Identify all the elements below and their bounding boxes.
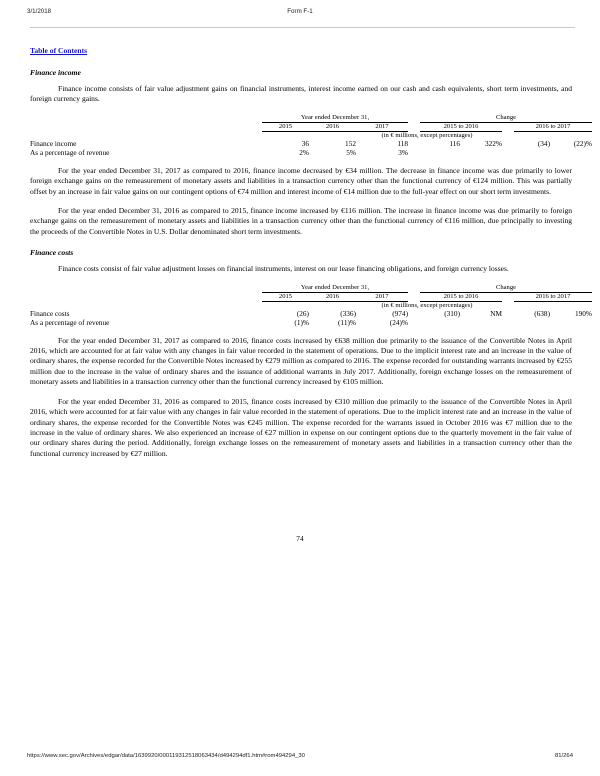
row-label: Finance costs xyxy=(30,308,70,318)
spacer-cell xyxy=(30,132,262,139)
column-header-2015: 2015 xyxy=(262,293,309,302)
cell-2017: 3% xyxy=(398,147,409,157)
cell-change-2016-2017-amount: (638) xyxy=(534,308,551,318)
cell-change-2015-2016-amount xyxy=(420,148,460,157)
spacer-cell xyxy=(408,309,420,318)
cell-change-2015-2016-amount: 116 xyxy=(449,138,461,148)
cell-change-2016-2017-percent: 190% xyxy=(574,308,593,318)
spacer-cell xyxy=(408,139,420,148)
table-row xyxy=(30,139,592,148)
column-header-2017: 2017 xyxy=(356,123,408,132)
units-note: (in € millions, except percentages) xyxy=(381,301,473,309)
cell-change-2016-2017-percent: (22)% xyxy=(573,138,593,148)
analysis-paragraph-2016: For the year ended December 31, 2016 as compared to 2015, finance income increased by €116 million. The increase in finance income was due primarily to foreign exchange gains on the remeasurement of monetary assets and liabilities in a transaction currency other than the functional currency of €116 million, due principally to investing the proceeds of the Convertible Notes in U.S. Dollar denominated short term investments. xyxy=(30,206,572,236)
spacer-cell xyxy=(30,293,262,302)
table-units-row xyxy=(30,132,592,139)
cell-change-2015-2016-amount xyxy=(420,318,460,327)
table-subheader-row xyxy=(30,293,592,302)
column-header-2015-to-2016: 2015 to 2016 xyxy=(420,293,502,302)
analysis-paragraph-2016: For the year ended December 31, 2016 as compared to 2015, finance costs increased by €310 million due primarily to the issuance of the Convertible Notes in April 2016, which were accounted for at fair value with any changes in fair value recorded in the statement of operations. Due to the implicit interest rate and an increase in the value of ordinary shares, the expense recorded for the Convertible Notes was €245 million. The expense recorded for the warrants issued in October 2016 was €7 million due to the increase in the value of ordinary shares. We also experienced an increase of €27 million in expense on our contingent options due to the quarterly movement in the fair value of our ordinary shares during the period. Additionally, foreign exchange losses on the remeasurement of monetary assets and liabilities in a transaction currency other than the functional currency increased by €27 million. xyxy=(30,396,572,458)
cell-change-2015-2016-percent xyxy=(460,318,502,327)
spacer-cell xyxy=(408,123,420,132)
units-note: (in € millions, except percentages) xyxy=(381,131,473,139)
cell-change-2015-2016-percent xyxy=(460,148,502,157)
analysis-paragraph-2017: For the year ended December 31, 2017 as compared to 2016, finance costs increased by €638 million due primarily to the issuance of the Convertible Notes in April 2016, which are accounted for at fair value with any changes in fair value recorded in the statement of operations. Due to the implicit interest rate and an increase in the value of ordinary shares, the expense recorded for the Convertible Notes increased by €279 million as compared to 2016. The expense recorded for outstanding warrants increased by €255 million due to the increase in the value of ordinary shares and the issuance of additional warrants in July 2017. Additionally, foreign exchange losses on the remeasurement of monetary assets and liabilities in a transaction currency other than the functional currency increased by €105 million. xyxy=(30,335,572,387)
table-group-header-row xyxy=(30,284,592,293)
cell-2015: 36 xyxy=(301,138,309,148)
source-url: https://www.sec.gov/Archives/edgar/data/1639920/000119312518063434/d494294df1.htm#rom494294_30 xyxy=(27,753,305,759)
table-row xyxy=(30,318,592,327)
section-finance-income xyxy=(30,68,593,237)
print-footer xyxy=(0,753,600,765)
column-header-2016: 2016 xyxy=(309,293,356,302)
cell-change-2015-2016-amount: (310) xyxy=(444,308,461,318)
analysis-paragraph-2017: For the year ended December 31, 2017 as compared to 2016, finance income decreased by €34 million. The decrease in finance income was due primarily to lower foreign exchange gains on the remeasurement of monetary assets and liabilities in a transaction currency other than the functional currency of €124 million. This was partially offset by an increase in fair value gains on our contingent options of €74 million and interest income of €14 million due to the full-year effect on our short term investments. xyxy=(30,165,572,196)
spacer-cell xyxy=(30,284,262,293)
page-number: 74 xyxy=(296,534,304,543)
cell-change-2016-2017-amount xyxy=(514,318,550,327)
row-label: As a percentage of revenue xyxy=(30,317,110,327)
column-header-2017: 2017 xyxy=(356,293,408,302)
print-document-title: Form F-1 xyxy=(287,8,313,15)
section-intro-paragraph: Finance costs consist of fair value adjustment losses on financial instruments, interest on our lease financing obligations, and foreign currency losses. xyxy=(58,264,509,274)
section-heading: Finance costs xyxy=(30,248,74,258)
section-intro-paragraph: Finance income consists of fair value adjustment gains on financial instruments, interest income earned on our cash and cash equivalents, short term investments, and foreign currency gains. xyxy=(30,84,572,104)
spacer-cell xyxy=(408,148,420,157)
table-group-header-row xyxy=(30,114,592,123)
table-of-contents-link[interactable]: Table of Contents xyxy=(30,46,88,55)
header-divider xyxy=(30,27,575,28)
cell-change-2016-2017-percent xyxy=(550,318,592,327)
table-row xyxy=(30,309,592,318)
print-date: 3/1/2018 xyxy=(27,8,52,15)
cell-2015: (1)% xyxy=(294,317,309,327)
spacer-cell xyxy=(30,123,262,132)
spacer-cell xyxy=(408,284,420,293)
row-label: Finance income xyxy=(30,138,77,148)
cell-change-2016-2017-amount xyxy=(514,148,550,157)
cell-2017: 118 xyxy=(397,138,409,148)
cell-2017: (974) xyxy=(392,308,409,318)
row-label: As a percentage of revenue xyxy=(30,147,110,157)
cell-2016: (11)% xyxy=(338,317,356,327)
cell-change-2016-2017-percent xyxy=(550,148,592,157)
finance-income-table xyxy=(30,114,592,157)
cell-2016: 152 xyxy=(345,138,356,148)
spacer-cell xyxy=(502,293,514,302)
cell-2016: (336) xyxy=(340,308,356,318)
spacer-cell xyxy=(408,293,420,302)
spacer-cell xyxy=(502,148,514,157)
cell-change-2015-2016-percent: NM xyxy=(490,308,503,318)
print-header xyxy=(0,8,600,20)
cell-2015: (26) xyxy=(296,308,309,318)
cell-2016: 5% xyxy=(346,147,356,157)
section-finance-costs xyxy=(30,248,593,459)
finance-costs-table xyxy=(30,284,592,327)
cell-change-2015-2016-percent: 322% xyxy=(484,138,503,148)
group-header-change: Change xyxy=(420,114,592,123)
table-subheader-row xyxy=(30,123,592,132)
table-units-row xyxy=(30,302,592,309)
spacer-cell xyxy=(502,123,514,132)
cell-2015: 2% xyxy=(299,147,309,157)
table-row xyxy=(30,148,592,157)
section-heading: Finance income xyxy=(30,68,81,77)
spacer-cell xyxy=(502,139,514,148)
spacer-cell xyxy=(408,318,420,327)
group-header-year-ended: Year ended December 31, xyxy=(262,114,408,123)
column-header-2016-to-2017: 2016 to 2017 xyxy=(514,293,592,302)
group-header-change: Change xyxy=(420,284,592,293)
column-header-2015: 2015 xyxy=(262,123,309,132)
spacer-cell xyxy=(408,114,420,123)
group-header-year-ended: Year ended December 31, xyxy=(262,284,408,293)
column-header-2016: 2016 xyxy=(309,123,356,132)
document-content xyxy=(30,40,593,470)
page-count: 81/264 xyxy=(554,753,573,759)
spacer-cell xyxy=(502,309,514,318)
spacer-cell xyxy=(30,114,262,123)
cell-2017: (24)% xyxy=(389,317,409,327)
spacer-cell xyxy=(502,318,514,327)
cell-change-2016-2017-amount: (34) xyxy=(537,138,551,148)
column-header-2015-to-2016: 2015 to 2016 xyxy=(420,123,502,132)
spacer-cell xyxy=(30,302,262,309)
column-header-2016-to-2017: 2016 to 2017 xyxy=(514,123,592,132)
